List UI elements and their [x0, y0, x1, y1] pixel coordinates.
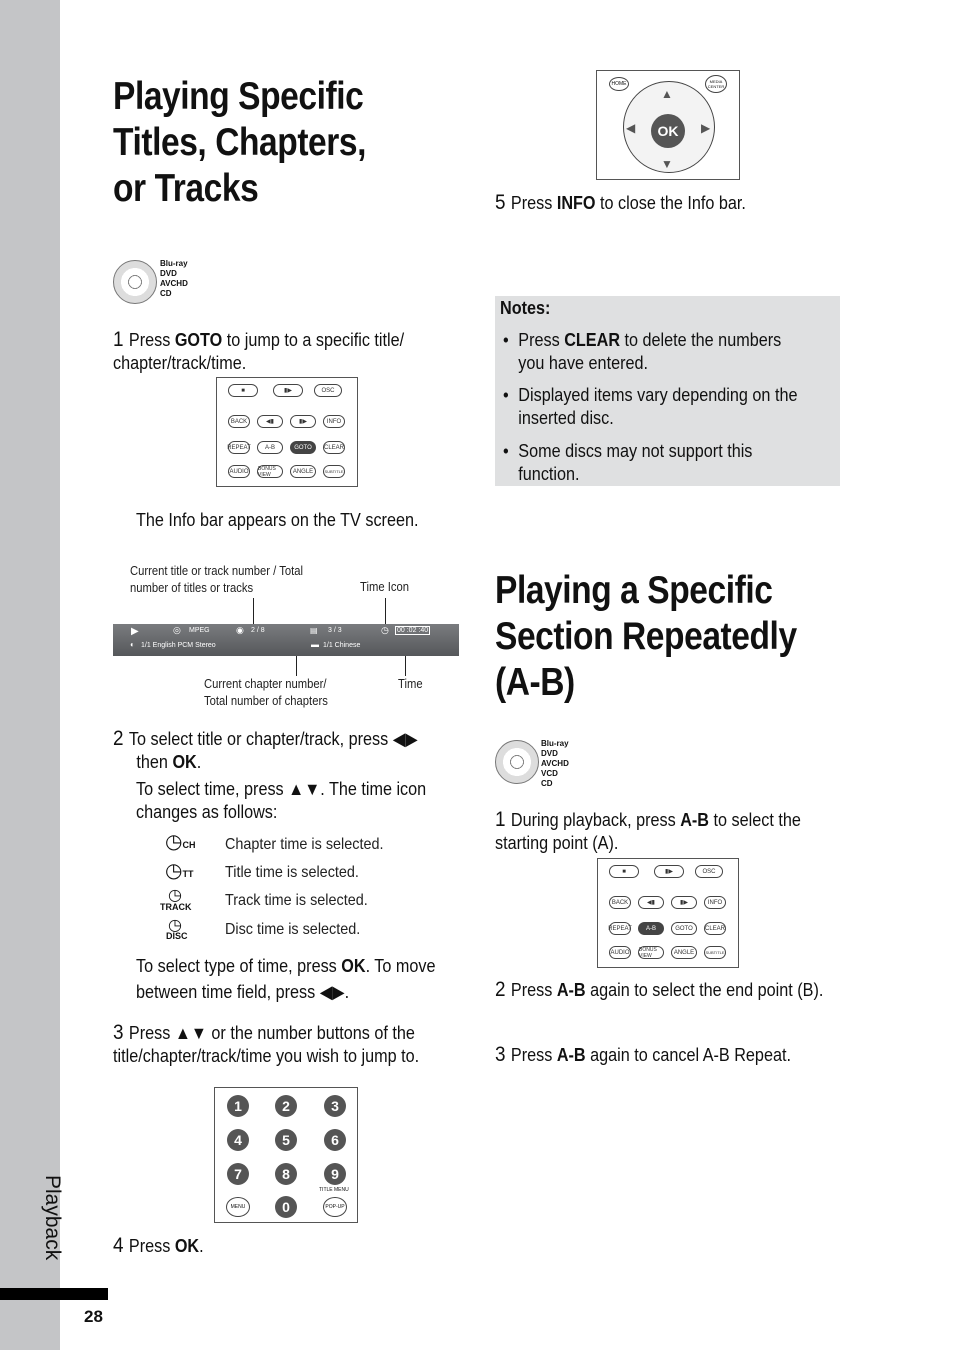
popup-key: POP-UP	[323, 1197, 347, 1217]
leader-time	[405, 656, 406, 676]
icon-text-title: Title time is selected.	[225, 864, 359, 881]
section-title-ab: Playing a Specific Section Repeatedly (A-B)	[495, 569, 797, 704]
key-6: 6	[324, 1129, 346, 1151]
stop-button: ■	[228, 384, 258, 397]
disc-time-tag: DISC	[166, 931, 188, 941]
key-5: 5	[275, 1129, 297, 1151]
audio-button: AUDIO	[609, 946, 631, 959]
key-7: 7	[227, 1163, 249, 1185]
osc-button: OSC	[314, 384, 342, 397]
play-pause-button: ▮▶	[273, 384, 303, 397]
codec-value: MPEG	[189, 627, 210, 634]
subtitle-button: SUBTITLE	[704, 946, 726, 959]
clear-button: CLEAR	[704, 922, 726, 935]
bonus-view-button: BONUS VIEW	[257, 465, 283, 478]
ab-step-1: 1 During playback, press A-B to select the starting point (A).	[495, 808, 801, 853]
info-bar	[113, 624, 459, 656]
chapter-icon: ▤	[310, 626, 318, 635]
icon-text-track: Track time is selected.	[225, 892, 368, 909]
caption-time: Time	[398, 677, 423, 691]
title-time-icon: ◷TT	[165, 860, 194, 882]
chapter-value: 3 / 3	[328, 627, 342, 634]
left-right-arrows-icon: ◀▶	[392, 729, 418, 749]
section-label: Playback	[41, 1175, 64, 1261]
chapter-time-icon: ◷CH	[165, 831, 196, 853]
next-button: ▮▶	[671, 896, 697, 909]
disc-icon-ab	[495, 740, 539, 784]
next-button: ▮▶	[290, 415, 316, 428]
play-icon: ▶	[131, 626, 139, 637]
key-3: 3	[324, 1095, 346, 1117]
subtitle-button: SUBTITLE	[323, 465, 345, 478]
angle-button: ANGLE	[671, 946, 697, 959]
stop-button: ■	[609, 865, 639, 878]
menu-key: MENU	[226, 1197, 250, 1217]
step-2-time: To select time, press ▲▼. The time icon changes as follows:	[136, 779, 427, 822]
ok-key: OK	[651, 114, 685, 148]
navigation-pad-diagram	[596, 70, 740, 180]
title-value: 2 / 8	[251, 627, 265, 634]
page-number: 28	[84, 1307, 103, 1326]
repeat-button: REPEAT	[228, 441, 250, 454]
time-icon: ◷	[381, 625, 389, 635]
right-arrow-icon: ▶	[701, 121, 711, 135]
ab-step-2: 2 Press A-B again to select the end point (B).	[495, 978, 824, 1001]
sidebar	[0, 0, 60, 1350]
up-arrow-icon: ▲	[661, 87, 673, 101]
dvd-icon: ◎	[173, 625, 181, 635]
info-appears: The Info bar appears on the TV screen.	[136, 510, 419, 530]
goto-button: GOTO	[671, 922, 697, 935]
leader-title	[253, 598, 254, 624]
page-title: Playing Specific Titles, Chapters, or Tracks	[113, 75, 367, 210]
osc-button: OSC	[695, 865, 723, 878]
up-down-arrows-icon: ▲▼	[174, 1023, 207, 1043]
back-button: BACK	[609, 896, 631, 909]
key-8: 8	[275, 1163, 297, 1185]
track-time-icon: ◷	[168, 887, 182, 904]
left-arrow-icon: ◀	[626, 121, 636, 135]
caption-chapter: Current chapter number/ Total number of chapters	[204, 677, 328, 708]
key-2: 2	[275, 1095, 297, 1117]
goto-button: GOTO	[290, 441, 316, 454]
disc-time-icon: ◷	[168, 917, 182, 934]
notes-box	[495, 296, 840, 486]
leader-time-icon	[385, 598, 386, 624]
prev-button: ◀▮	[257, 415, 283, 428]
clear-button: CLEAR	[323, 441, 345, 454]
time-value: 00 :02 :40	[397, 627, 429, 634]
step-5: 5 Press INFO to close the Info bar.	[495, 191, 746, 214]
note-3: • Some discs may not support this function.	[503, 441, 753, 484]
key-1: 1	[227, 1095, 249, 1117]
home-key: HOME	[609, 77, 629, 91]
audio-button: AUDIO	[228, 465, 250, 478]
caption-time-icon: Time Icon	[360, 580, 409, 594]
subtitle-icon: ▬	[311, 640, 319, 649]
notes-title: Notes:	[500, 298, 551, 318]
disc-icon	[113, 260, 157, 304]
back-button: BACK	[228, 415, 250, 428]
info-button: INFO	[323, 415, 345, 428]
left-right-arrows-icon: ◀▶	[319, 982, 345, 1002]
ab-step-3: 3 Press A-B again to cancel A-B Repeat.	[495, 1043, 791, 1066]
disc-types: Blu-ray DVD AVCHD CD	[160, 259, 188, 298]
track-time-tag: TRACK	[160, 902, 192, 912]
leader-chapter	[296, 656, 297, 676]
ab-button: A-B	[638, 922, 664, 935]
note-2: • Displayed items vary depending on the inserted disc.	[503, 385, 798, 428]
step-4: 4 Press OK.	[113, 1234, 204, 1257]
angle-button: ANGLE	[290, 465, 316, 478]
audio-icon: ◐	[130, 640, 135, 649]
numpad-diagram	[214, 1087, 358, 1223]
icon-text-disc: Disc time is selected.	[225, 921, 361, 938]
ab-button: A-B	[257, 441, 283, 454]
media-center-key: MEDIA CENTER	[705, 75, 727, 93]
icon-text-chapter: Chapter time is selected.	[225, 836, 384, 853]
key-4: 4	[227, 1129, 249, 1151]
audio-value: 1/1 English PCM Stereo	[141, 642, 216, 649]
page-bar	[0, 1288, 108, 1300]
up-down-arrows-icon: ▲▼	[288, 779, 321, 799]
info-button: INFO	[704, 896, 726, 909]
step-1: 1 Press GOTO to jump to a specific title/ chapter/track/time.	[113, 328, 405, 373]
key-0: 0	[275, 1196, 297, 1218]
disc-types-ab: Blu-ray DVD AVCHD VCD CD	[541, 739, 569, 788]
step-2: 2 To select title or chapter/track, press ◀▶ then OK.	[113, 727, 418, 772]
note-1: • Press CLEAR to delete the numbers you have entered.	[503, 330, 782, 373]
repeat-button: REPEAT	[609, 922, 631, 935]
title-icon: ◉	[236, 625, 244, 635]
subtitle-value: 1/1 Chinese	[323, 642, 361, 649]
play-pause-button: ▮▶	[654, 865, 684, 878]
caption-title-track: Current title or track number / Total number of titles or tracks	[130, 564, 303, 595]
remote-goto-diagram	[216, 377, 358, 487]
step-3: 3 Press ▲▼ or the number buttons of the title/chapter/track/time you wish to jump to.	[113, 1021, 420, 1066]
step-2-type: To select type of time, press OK. To move between time field, press ◀▶.	[136, 956, 436, 1002]
prev-button: ◀▮	[638, 896, 664, 909]
bonus-view-button: BONUS VIEW	[638, 946, 664, 959]
remote-ab-diagram	[597, 858, 739, 968]
time-icons	[160, 832, 200, 942]
key-9: 9	[324, 1163, 346, 1185]
down-arrow-icon: ▼	[661, 157, 673, 171]
title-menu-label: TITLE MENU	[319, 1187, 349, 1193]
